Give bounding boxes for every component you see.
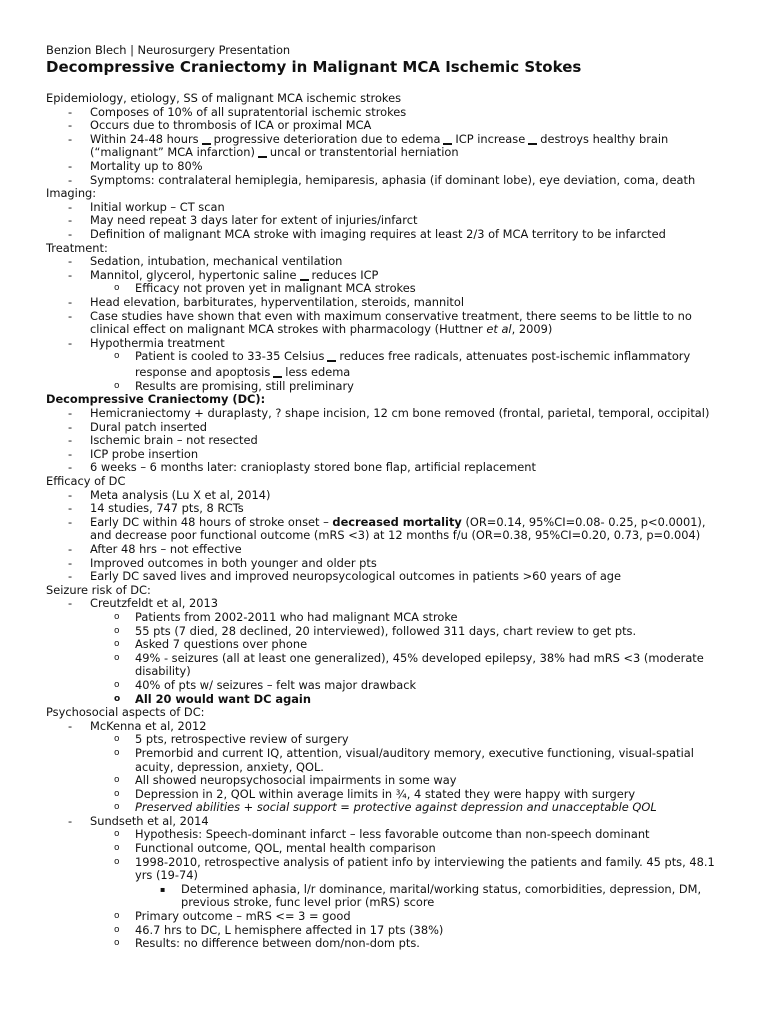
list-item-text: ICP probe insertion (90, 446, 199, 461)
list-item-text: May need repeat 3 days later for extent of injuries/infarct (90, 213, 418, 228)
list-item-text: uncal or transtentorial herniation (269, 145, 459, 160)
sub-list-item (46, 842, 736, 856)
circle-bullet: o (114, 911, 120, 922)
list-item-continuation (46, 529, 736, 543)
circle-bullet: o (114, 639, 120, 650)
sub-list-item (46, 733, 736, 747)
list-item (46, 269, 736, 283)
list-item (46, 133, 736, 147)
circle-bullet: o (114, 802, 120, 813)
dash-bullet: - (68, 514, 73, 529)
list-item-text: 46.7 hrs to DC, L hemisphere affected in 17 pts (38%) (135, 922, 444, 937)
circle-bullet: o (114, 924, 120, 935)
dash-bullet: - (68, 226, 73, 241)
sub-list-item (46, 856, 736, 870)
list-item-text: Hypothesis: Speech-dominant infarct – less favorable outcome than non-speech dominant (135, 827, 650, 842)
sub-list-item (46, 638, 736, 652)
section-heading-seizure: Seizure risk of DC: (46, 582, 151, 597)
circle-bullet: o (114, 938, 120, 949)
dash-bullet: - (68, 460, 73, 475)
list-item-text: Head elevation, barbiturates, hyperventilation, steroids, mannitol (90, 294, 464, 309)
list-item-text: Determined aphasia, l/r dominance, marital/working status, comorbidities, depression, DM, (181, 881, 702, 896)
list-item (46, 461, 736, 475)
list-item-text: reduces free radicals, attenuates post-ischemic inflammatory (339, 349, 691, 364)
list-item-text: Occurs due to thrombosis of ICA or proximal MCA (90, 118, 372, 133)
sub-list-item (46, 910, 736, 924)
list-item-text: Symptoms: contralateral hemiplegia, hemiparesis, aphasia (if dominant lobe), eye deviation, coma, death (90, 172, 696, 187)
list-item-text: Efficacy not proven yet in malignant MCA strokes (135, 281, 416, 296)
dash-bullet: - (68, 158, 73, 173)
circle-bullet: o (114, 283, 120, 294)
sub-list-item (46, 652, 736, 666)
dash-bullet: - (68, 596, 73, 611)
byline: Benzion Blech | Neurosurgery Presentation (46, 43, 291, 57)
list-item-text: acuity, depression, anxiety, QOL. (135, 759, 324, 774)
circle-bullet: o (114, 611, 120, 622)
list-item-text: 40% of pts w/ seizures – felt was major drawback (135, 677, 417, 692)
list-item-text: Premorbid and current IQ, attention, visual/auditory memory, executive functioning, visual-spatial (135, 745, 694, 760)
list-item-text: 1998-2010, retrospective analysis of patient info by interviewing the patients and family. 45 pts, 48.1 (135, 854, 715, 869)
sub-list-item (46, 350, 736, 364)
list-item (46, 255, 736, 269)
list-item (46, 448, 736, 462)
list-item (46, 174, 736, 188)
list-item (46, 502, 736, 516)
list-item (46, 296, 736, 310)
list-item-text: Improved outcomes in both younger and older pts (90, 555, 377, 570)
list-item-text: Results: no difference between dom/non-dom pts. (135, 936, 420, 951)
list-item-text: et al (486, 322, 512, 337)
list-item-text: disability) (135, 664, 191, 679)
sub-list-item-continuation (46, 761, 736, 775)
list-item-text: Case studies have shown that even with maximum conservative treatment, there seems to be little to no (90, 308, 692, 323)
list-item-text: ICP increase (455, 131, 526, 146)
circle-bullet: o (114, 734, 120, 745)
list-item-text: Depression in 2, QOL within average limits in ¾, 4 stated they were happy with surgery (135, 786, 636, 801)
sub-list-item (46, 788, 736, 802)
circle-bullet: o (114, 380, 120, 391)
dash-bullet: - (68, 104, 73, 119)
list-item-text: Creutzfeldt et al, 2013 (90, 596, 219, 611)
list-item-text: 6 weeks – 6 months later: cranioplasty stored bone flap, artificial replacement (90, 460, 536, 475)
list-item-text: 14 studies, 747 pts, 8 RCTs (90, 501, 244, 516)
dash-bullet: - (68, 487, 73, 502)
dash-bullet: - (68, 254, 73, 269)
list-item (46, 160, 736, 174)
list-item-text: Asked 7 questions over phone (135, 637, 308, 652)
dash-bullet: - (68, 813, 73, 828)
list-item-text: Within 24-48 hours (90, 131, 199, 146)
list-item (46, 421, 736, 435)
list-item (46, 720, 736, 734)
list-item (46, 228, 736, 242)
list-item (46, 337, 736, 351)
list-item-text: Mortality up to 80% (90, 158, 203, 173)
circle-bullet: o (114, 788, 120, 799)
list-item-text: reduces ICP (311, 267, 379, 282)
list-item-text: (“malignant” MCA infarction) (90, 145, 255, 160)
list-item-text: Patients from 2002-2011 who had malignant MCA stroke (135, 609, 458, 624)
list-item-text: Patient is cooled to 33-35 Celsius (135, 349, 325, 364)
section-heading-efficacy: Efficacy of DC (46, 474, 126, 489)
list-item-text: Initial workup – CT scan (90, 199, 225, 214)
dash-bullet: - (68, 501, 73, 516)
arrow-icon (528, 143, 537, 145)
list-item-continuation (46, 146, 736, 160)
dash-bullet: - (68, 118, 73, 133)
dash-bullet: - (68, 433, 73, 448)
section-heading-imaging: Imaging: (46, 186, 97, 201)
list-item-text: Primary outcome – mRS <= 3 = good (135, 909, 351, 924)
list-item (46, 516, 736, 530)
list-item-text: response and apoptosis (135, 364, 271, 379)
circle-bullet: o (114, 693, 121, 704)
list-item (46, 214, 736, 228)
list-item (46, 815, 736, 829)
list-item (46, 489, 736, 503)
sub-list-item (46, 774, 736, 788)
sub-list-item (46, 625, 736, 639)
dash-bullet: - (68, 131, 73, 146)
circle-bullet: o (114, 351, 120, 362)
circle-bullet: o (114, 775, 120, 786)
dash-bullet: - (68, 569, 73, 584)
dash-bullet: - (68, 294, 73, 309)
sub-list-item-continuation (46, 665, 736, 679)
circle-bullet: o (114, 843, 120, 854)
list-item-text: Hemicraniectomy + duraplasty, ? shape incision, 12 cm bone removed (frontal, parietal, temporal, occipital) (90, 406, 710, 421)
list-item (46, 407, 736, 421)
dash-bullet: - (68, 446, 73, 461)
list-item-text: clinical effect on malignant MCA strokes with pharmacology (Huttner (90, 322, 487, 337)
sub-list-item (46, 924, 736, 938)
list-item-text: Ischemic brain – not resected (90, 433, 258, 448)
list-item-text: Hypothermia treatment (90, 335, 225, 350)
list-item (46, 597, 736, 611)
sub-list-item (46, 611, 736, 625)
list-item-text: 49% - seizures (all at least one generalized), 45% developed epilepsy, 38% had mRS <3 (moderate (135, 650, 704, 665)
page-title: Decompressive Craniectomy in Malignant MCA Ischemic Stokes (46, 58, 582, 76)
list-item-text: previous stroke, func level prior (mRS) score (181, 895, 435, 910)
dash-bullet: - (68, 172, 73, 187)
list-item-text: Mannitol, glycerol, hypertonic saline (90, 267, 297, 282)
dash-bullet: - (68, 308, 73, 323)
list-item-text: All showed neuropsychosocial impairments in some way (135, 773, 457, 788)
sub-sub-list-item-continuation (46, 896, 736, 910)
list-item-text: After 48 hrs – not effective (90, 542, 242, 556)
list-item-text: Results are promising, still preliminary (135, 378, 354, 393)
dash-bullet: - (68, 267, 73, 282)
list-item-text: McKenna et al, 2012 (90, 718, 207, 733)
list-item-text: Sundseth et al, 2014 (90, 813, 209, 828)
dash-bullet: - (68, 419, 73, 434)
list-item-text: (OR=0.14, 95%CI=0.08- 0.25, p<0.0001), (461, 514, 706, 529)
list-item (46, 310, 736, 324)
sub-list-item (46, 693, 736, 707)
list-item-text: Definition of malignant MCA stroke with imaging requires at least 2/3 of MCA territory to be infarcted (90, 226, 666, 241)
square-bullet: ▪ (160, 884, 166, 894)
sub-list-item (46, 828, 736, 842)
sub-list-item (46, 679, 736, 693)
sub-list-item (46, 282, 736, 296)
list-item-text: and decrease poor functional outcome (mRS <3) at 12 months f/u (OR=0.38, 95%CI=0.20, 0.73, p=0.004) (90, 528, 701, 543)
list-item-text: 5 pts, retrospective review of surgery (135, 732, 349, 747)
list-item-text: Early DC within 48 hours of stroke onset – (90, 514, 333, 529)
list-item (46, 434, 736, 448)
list-item-text: Early DC saved lives and improved neuropsycological outcomes in patients >60 years of age (90, 569, 622, 584)
list-item-text: Composes of 10% of all supratentorial ischemic strokes (90, 104, 407, 119)
sub-list-item (46, 380, 736, 394)
list-item (46, 106, 736, 120)
list-item-text: decreased mortality (332, 514, 462, 529)
circle-bullet: o (114, 652, 120, 663)
dash-bullet: - (68, 718, 73, 733)
dash-bullet: - (68, 542, 73, 556)
circle-bullet: o (114, 747, 120, 758)
arrow-icon (327, 360, 336, 362)
document-body (46, 92, 736, 951)
circle-bullet: o (114, 829, 120, 840)
list-item-text: destroys healthy brain (540, 131, 669, 146)
list-item-text: Preserved abilities + social support = protective against depression and unacceptable QOL (135, 800, 657, 815)
dash-bullet: - (68, 213, 73, 228)
list-item-text: Dural patch inserted (90, 419, 207, 434)
list-item-text: Sedation, intubation, mechanical ventilation (90, 254, 343, 269)
list-item (46, 557, 736, 571)
list-item-text: less edema (285, 364, 351, 379)
sub-sub-list-item (46, 883, 736, 897)
dash-bullet: - (68, 555, 73, 570)
section-heading-treatment: Treatment: (46, 240, 108, 255)
list-item (46, 119, 736, 133)
section-heading-dc: Decompressive Craniectomy (DC): (46, 392, 266, 407)
sub-list-item-continuation (46, 364, 736, 380)
section-heading-epidemiology: Epidemiology, etiology, SS of malignant MCA ischemic strokes (46, 91, 402, 105)
list-item-text: yrs (19-74) (135, 868, 198, 883)
list-item-text: Functional outcome, QOL, mental health comparison (135, 841, 436, 856)
sub-list-item (46, 937, 736, 951)
list-item (46, 201, 736, 215)
list-item-text: 55 pts (7 died, 28 declined, 20 interviewed), followed 311 days, chart review to get pts. (135, 623, 637, 638)
arrow-icon (273, 376, 282, 378)
dash-bullet: - (68, 335, 73, 350)
arrow-icon (258, 156, 267, 158)
list-item-text: Meta analysis (Lu X et al, 2014) (90, 487, 271, 502)
list-item-text: All 20 would want DC again (135, 691, 311, 706)
circle-bullet: o (114, 679, 120, 690)
list-item (46, 543, 736, 557)
sub-list-item-continuation (46, 869, 736, 883)
dash-bullet: - (68, 406, 73, 421)
sub-list-item (46, 801, 736, 815)
sub-list-item (46, 747, 736, 761)
section-heading-psychosocial: Psychosocial aspects of DC: (46, 705, 205, 720)
list-item-text: , 2009) (511, 322, 553, 337)
list-item (46, 570, 736, 584)
list-item-text: progressive deterioration due to edema (213, 131, 441, 146)
list-item-continuation (46, 323, 736, 337)
dash-bullet: - (68, 199, 73, 214)
circle-bullet: o (114, 625, 120, 636)
circle-bullet: o (114, 856, 120, 867)
